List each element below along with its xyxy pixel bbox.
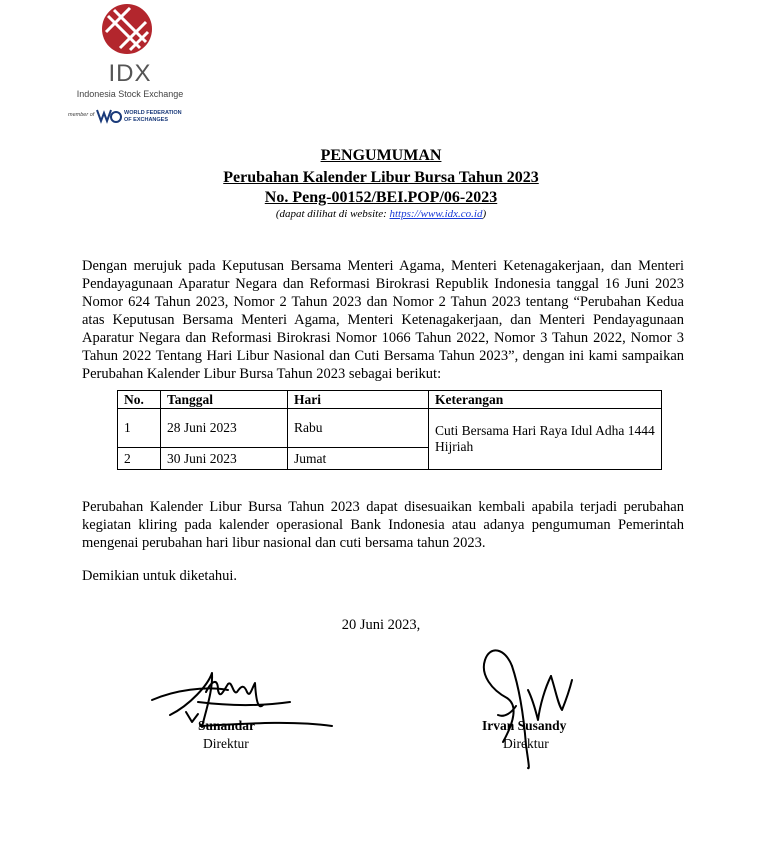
- announcement-number: No. Peng-00152/BEI.POP/06-2023: [264, 189, 498, 206]
- website-link[interactable]: https://www.idx.co.id: [389, 208, 483, 220]
- closing-paragraph: Demikian untuk diketahui.: [82, 568, 238, 584]
- signatory-1-name: Sunandar: [198, 718, 256, 733]
- website-prefix: (dapat dilihat di website:: [275, 208, 390, 220]
- table-header-row: [118, 391, 662, 409]
- cell-hari: Rabu: [288, 409, 429, 448]
- announcement-subject: Perubahan Kalender Libur Bursa Tahun 2023: [223, 169, 539, 186]
- col-keterangan: Keterangan: [429, 391, 662, 409]
- idx-globe-icon: [100, 2, 154, 56]
- cell-keterangan: Cuti Bersama Hari Raya Idul Adha 1444 Hijriah: [429, 409, 662, 470]
- cell-tanggal: 28 Juni 2023: [161, 409, 288, 448]
- signatory-2-name: Irvan Susandy: [482, 718, 567, 733]
- table-row: [118, 409, 662, 448]
- cell-tanggal: 30 Juni 2023: [161, 448, 288, 470]
- member-text: member of: [68, 112, 95, 118]
- idx-logo: [60, 0, 200, 130]
- cell-no: 1: [118, 409, 161, 448]
- signatory-2-title: Direktur: [503, 736, 549, 751]
- website-suffix: ): [482, 208, 487, 220]
- signatory-1-title: Direktur: [203, 736, 249, 751]
- wfe-logo-icon: [96, 107, 122, 125]
- website-note: [0, 208, 762, 220]
- wfe-line1: WORLD FEDERATION: [124, 110, 182, 116]
- cell-no: 2: [118, 448, 161, 470]
- logo-name: IDX: [108, 60, 152, 87]
- holiday-table: [117, 390, 662, 470]
- announcement-title: PENGUMUMAN: [320, 147, 442, 164]
- intro-paragraph: Dengan merujuk pada Keputusan Bersama Menteri Agama, Menteri Ketenagakerjaan, dan Menteri Pendayagunaan Aparatur Negara dan Reformasi Birokrasi Republik Indonesia tanggal 16 Juni 2023 Nomor 624 Tahun 2023, Nomor 2 Tahun 2023 dan Nomor 2 Tahun 2023 tentang “Perubahan Kedua atas Keputusan Bersama Menteri Agama, Menteri Ketenagakerjaan, dan Menteri Pendayagunaan Aparatur Negara dan Reformasi Birokrasi Nomor 1066 Tahun 2022, Nomor 3 Tahun 2022, Nomor 3 Tahun 2022 Tentang Hari Libur Nasional dan Cuti Bersama Tahun 2023”, dengan ini kami sampaikan Perubahan Kalender Libur Bursa Tahun 2023 sebagai berikut:: [82, 258, 684, 382]
- col-hari: Hari: [288, 391, 429, 409]
- note-paragraph: Perubahan Kalender Libur Bursa Tahun 2023 dapat disesuaikan kembali apabila terjadi perubahan kegiatan kliring pada kalender operasional Bank Indonesia atau adanya pengumuman Pemerintah mengenai perubahan hari libur nasional dan cuti bersama tahun 2023.: [82, 499, 684, 551]
- logo-subtitle: Indonesia Stock Exchange: [76, 89, 184, 99]
- col-no: No.: [118, 391, 161, 409]
- wfe-membership: [68, 106, 208, 126]
- col-tanggal: Tanggal: [161, 391, 288, 409]
- announcement-date: 20 Juni 2023,: [341, 617, 421, 633]
- wfe-line2: OF EXCHANGES: [124, 117, 169, 123]
- cell-hari: Jumat: [288, 448, 429, 470]
